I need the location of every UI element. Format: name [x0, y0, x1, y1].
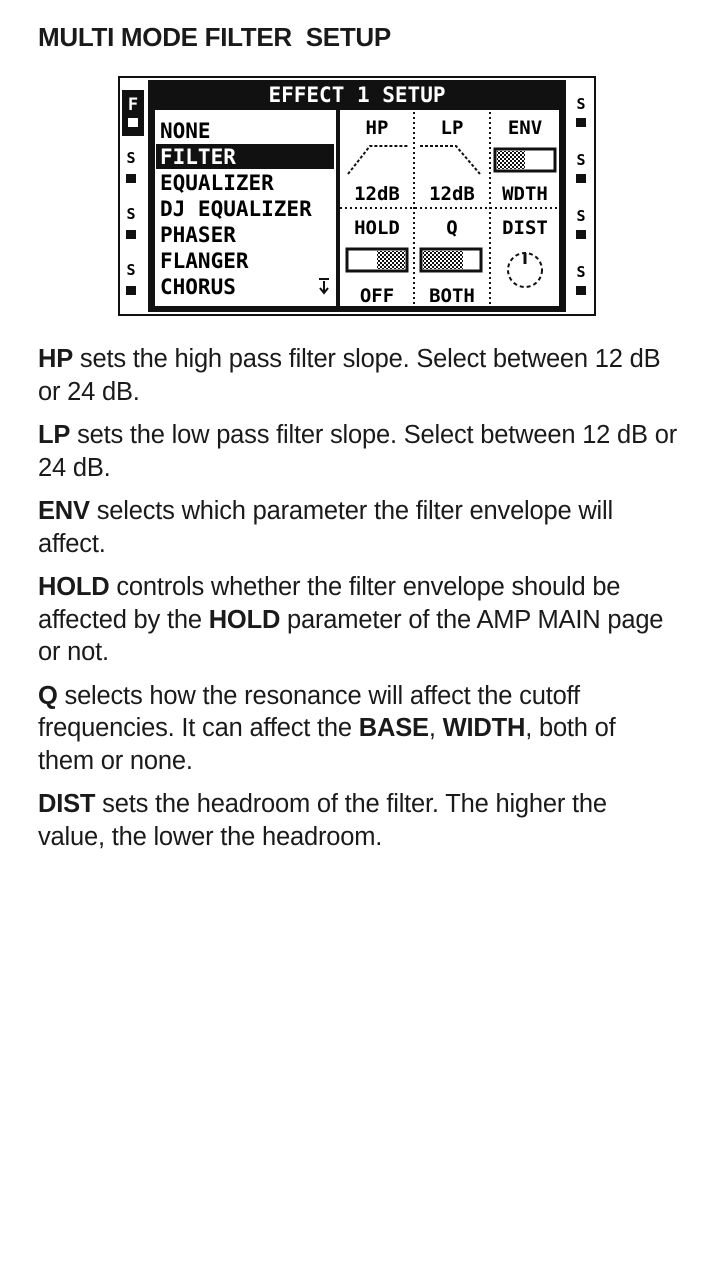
left-label: S — [126, 205, 136, 223]
width-term: WIDTH — [442, 714, 526, 742]
page-title: MULTI MODE FILTER SETUP — [38, 22, 391, 52]
hp-label: HP — [365, 117, 389, 139]
lp-description-text: sets the low pass filter slope. Select between 12 dB or 24 dB. — [38, 421, 677, 482]
hold-term-inline: HOLD — [208, 605, 281, 634]
env-value[interactable]: WDTH — [502, 183, 548, 205]
descriptions — [38, 343, 678, 864]
q-description-text: selects how the resonance will affect the cutoff frequencies. It can affect the — [38, 681, 580, 742]
base-term: BASE — [358, 714, 429, 742]
hold-toggle-icon[interactable] — [347, 249, 407, 271]
right-label: S — [576, 263, 586, 281]
hp-description-text: sets the high pass filter slope. Select between 12 dB or 24 dB. — [38, 345, 661, 406]
right-label: S — [576, 95, 586, 113]
effect-list-item-selected[interactable]: FILTER — [160, 145, 236, 169]
q-label: Q — [446, 217, 458, 239]
env-toggle-icon[interactable] — [495, 149, 555, 171]
left-label: S — [126, 261, 136, 279]
effect-list-item[interactable]: NONE — [160, 119, 211, 143]
right-label: S — [576, 207, 586, 225]
q-term: Q — [38, 681, 58, 710]
hp-value[interactable]: 12dB — [354, 183, 400, 205]
q-separator: , — [428, 714, 443, 742]
env-label: ENV — [507, 117, 543, 139]
effect-list-item[interactable]: PHASER — [160, 223, 236, 247]
hold-label: HOLD — [354, 217, 400, 239]
effect-list-item[interactable]: DJ EQUALIZER — [160, 197, 312, 221]
dist-term: DIST — [38, 790, 96, 818]
env-term: ENV — [38, 497, 90, 525]
hp-term: HP — [38, 345, 74, 373]
effect-list-item[interactable]: FLANGER — [160, 249, 249, 273]
dist-description-text: sets the headroom of the filter. The higher the value, the lower the headroom. — [38, 790, 607, 851]
effect-list-item[interactable]: CHORUS — [160, 275, 236, 299]
env-description-text: selects which parameter the filter envelope will affect. — [38, 497, 613, 558]
lp-term: LP — [38, 421, 71, 449]
env-description — [38, 495, 678, 560]
dist-description — [38, 788, 678, 853]
hp-description — [38, 343, 678, 408]
lp-value[interactable]: 12dB — [429, 183, 475, 205]
q-description-text-2: , both of them or none. — [38, 714, 616, 775]
hold-description — [38, 571, 678, 669]
lp-label: LP — [440, 117, 464, 139]
hold-term: HOLD — [38, 573, 110, 601]
hold-description-text: controls whether the filter envelope should be affected by the — [38, 573, 621, 634]
left-tab-label: F — [127, 95, 139, 115]
q-toggle-icon[interactable] — [421, 249, 481, 271]
left-label: S — [126, 149, 136, 167]
lcd-screen — [118, 76, 596, 316]
screen-header: EFFECT 1 SETUP — [268, 83, 446, 107]
q-value[interactable]: BOTH — [429, 285, 475, 307]
right-label: S — [576, 151, 586, 169]
hold-description-text-2: parameter of the AMP MAIN page or not. — [38, 605, 664, 666]
dist-label: DIST — [502, 217, 548, 239]
lp-description — [38, 419, 678, 484]
effect-list-item[interactable]: EQUALIZER — [160, 171, 274, 195]
hold-value[interactable]: OFF — [359, 285, 395, 307]
q-description — [38, 680, 678, 778]
